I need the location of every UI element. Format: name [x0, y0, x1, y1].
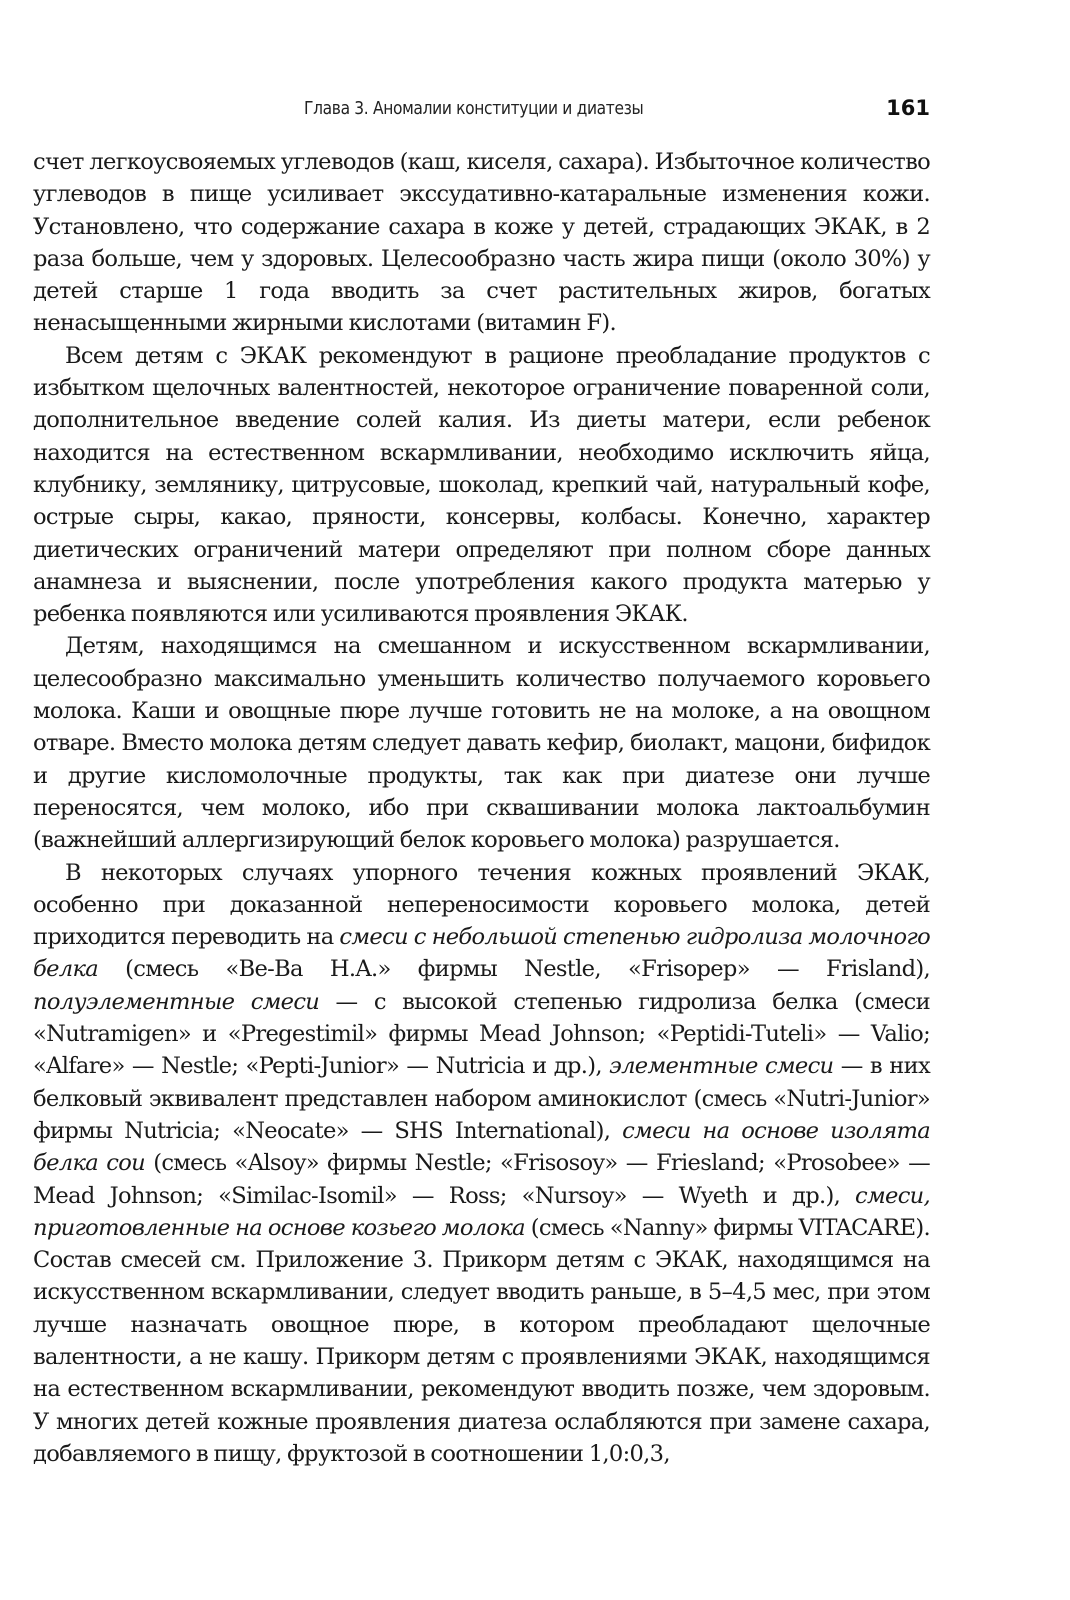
italic-term: полуэлементные смеси — [33, 988, 320, 1015]
text-run: Всем детям с ЭКАК рекомендуют в рационе преобладание продуктов с избытком щелочных валентностей, некоторое ограничение поваренной соли, дополнительное введение солей калия. Из диеты матери, если ребенок находится на естественном вскармливании, необходимо исключить яйца, клубнику, землянику, цитрусовые, шоколад, крепкий чай, натуральный кофе, острые сыры, какао, пряности, консервы, колбасы. Конечно, характер диетических ограничений матери определяют при полном сборе данных анамнеза и выяснении, после употребления какого продукта матерью у ребенка появляются или усиливаются проявления ЭКАК. — [33, 342, 930, 628]
paragraph — [33, 630, 930, 856]
paragraph — [33, 857, 930, 1471]
text-run: (смесь «Alsoy» фирмы Nestle; «Frisosoy» — Friesland; «Prosobee» — Mead Johnson; «Similac-Isomil» — Ross; «Nursoy» — Wyeth и др.), — [33, 1150, 931, 1209]
body-text — [33, 146, 930, 1470]
text-run: Детям, находящимся на смешанном и искусственном вскармливании, целесообразно максимально уменьшить количество получаемого коровьего молока. Каши и овощные пюре лучше готовить не на молоке, а на овощном отваре. Вместо молока детям следует давать кефир, биолакт, мацони, бифидок и другие кисломолочные продукты, так как при диатезе они лучше переносятся, чем молоко, ибо при сквашивании молока лактоальбумин (важнейший аллергизирующий белок коровьего молока) разрушается. — [33, 633, 930, 854]
italic-term: смеси на основе изолята белка сои — [33, 1117, 930, 1177]
running-header — [33, 98, 930, 128]
italic-term: смеси с небольшой степенью гидролиза молочного белка — [33, 924, 930, 983]
italic-term: смеси, приготовленные на основе козьего молока — [33, 1182, 930, 1241]
text-run: В некоторых случаях упорного течения кожных проявлений ЭКАК, особенно при доказанной непереносимости коровьего молока, детей приходится переводить на — [33, 859, 930, 951]
text-run: (смесь «Be-Ba H.A.» фирмы Nestle, «Frisopep» — Frisland), — [98, 956, 930, 983]
text-run: — с высокой степенью гидролиза белка (смеси «Nutramigen» и «Pregestimil» фирмы Mead Johnson; «Peptidi-Tuteli» — Valio; «Alfare» — Nestle; «Pepti-Junior» — Nutricia и др.), — [33, 988, 930, 1080]
text-run: (смесь «Nanny» фирмы VITACARE). Состав смесей см. Приложение 3. Прикорм детям с ЭКАК, находящимся на искусственном вскармливании, следует вводить раньше, в 5–4,5 мес, при этом лучше назначать овощное пюре, в котором преобладают щелочные валентности, а не кашу. Прикорм детям с проявлениями ЭКАК, находящимся на естественном вскармливании, рекомендуют вводить позже, чем здоровым. У многих детей кожные проявления диатеза ослабляются при замене сахара, добавляемого в пищу, фруктозой в соотношении 1,0:0,3, — [33, 1214, 930, 1467]
text-run: — в них белковый эквивалент представлен набором аминокислот (смесь «Nutri-Junior» фирмы Nutricia; «Neocate» — SHS International), — [33, 1053, 931, 1144]
paragraph — [33, 340, 930, 631]
italic-term: элементные смеси — [609, 1053, 834, 1080]
text-run: счет легкоусвояемых углеводов (каш, киселя, сахара). Избыточное количество углеводов в пище усиливает экссудативно-катаральные изменения кожи. Установлено, что содержание сахара в коже у детей, страдающих ЭКАК, в 2 раза больше, чем у здоровых. Целесообразно часть жира пищи (около 30%) у детей старше 1 года вводить за счет растительных жиров, богатых ненасыщенными жирными кислотами (витамин F). — [33, 149, 930, 337]
paragraph — [33, 146, 930, 340]
page-number: 161 — [886, 96, 930, 120]
chapter-title: Глава 3. Аномалии конституции и диатезы — [304, 98, 644, 119]
